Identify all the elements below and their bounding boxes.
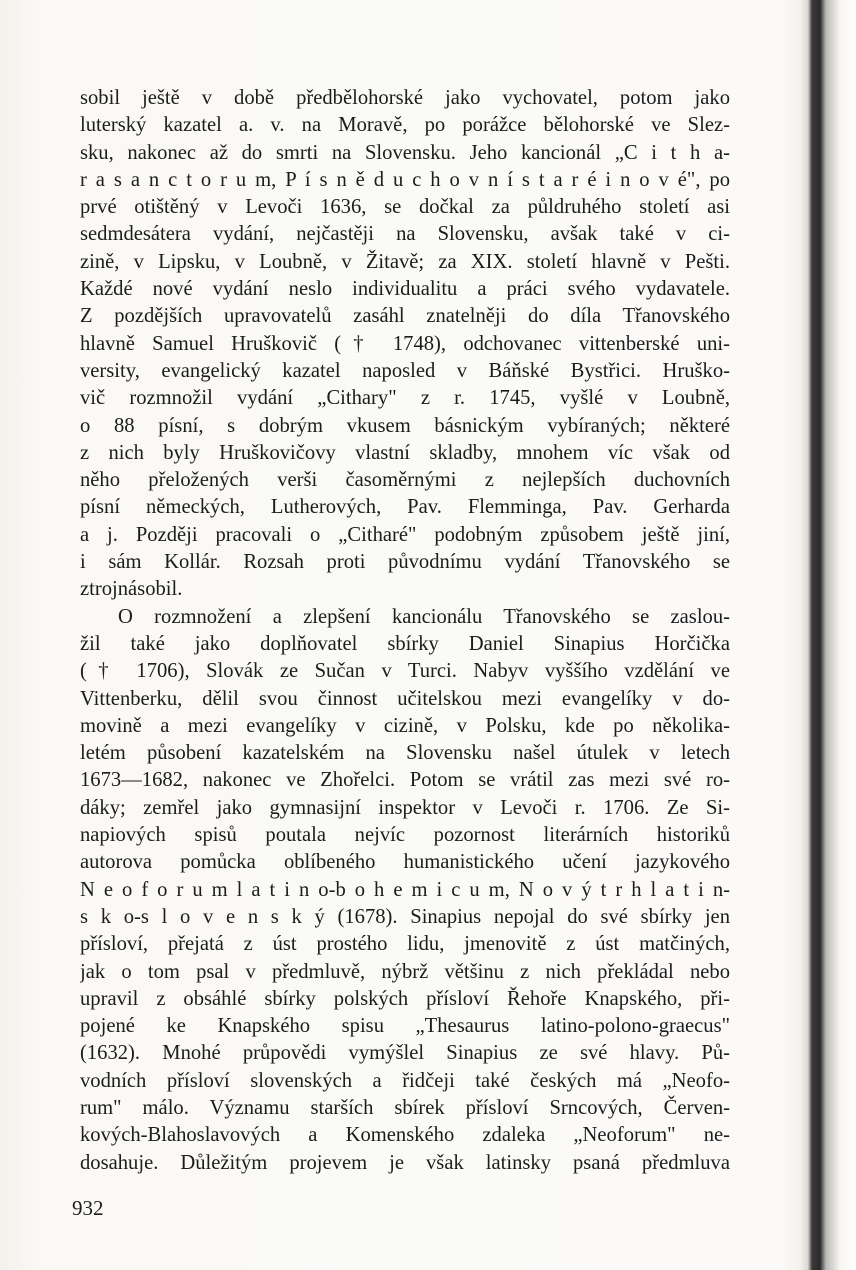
text-line: letém působení kazatelském na Slovensku našel útulek v letech [80, 742, 730, 765]
text-line: O rozmnožení a zlepšení kancionálu Třanovského se zaslou- [118, 605, 730, 628]
text-line: (1632). Mnohé průpovědi vymýšlel Sinapius ze své hlavy. Pů- [80, 1042, 730, 1065]
text-line: autorova pomůcka oblíbeného humanistického učení jazykového [80, 851, 730, 874]
text-line: přísloví, přejatá z úst prostého lidu, jmenovitě z úst matčiných, [80, 933, 730, 956]
text-line: hlavně Samuel Hruškovič († 1748), odchovanec vittenberské uni- [80, 332, 730, 355]
text-line: ztrojnásobil. [80, 578, 183, 601]
text-line: versity, evangelický kazatel naposled v Báňské Bystřici. Hruško- [80, 359, 730, 382]
text-line: vič rozmnožil vydání „Cithary" z r. 1745, vyšlé v Loubně, [80, 387, 730, 410]
text-line: rum" málo. Významu starších sbírek přísloví Srncových, Červen- [80, 1096, 730, 1119]
text-line: upravil z obsáhlé sbírky polských přísloví Řehoře Knapského, při- [80, 987, 730, 1010]
page-number: 932 [72, 1196, 104, 1220]
text-line: sedmdesátera vydání, nejčastěji na Slovensku, avšak také v ci- [80, 223, 730, 246]
text-line: sobil ještě v době předbělohorské jako vychovatel, potom jako [80, 87, 730, 109]
text-line: i sám Kollár. Rozsah proti původnímu vydání Třanovského se [80, 551, 730, 574]
text-line: něho přeložených verši časoměrnými z nejlepších duchovních [80, 469, 730, 492]
text-line: vodních přísloví slovenských a řidčeji také českých má „Neofo- [80, 1069, 730, 1092]
text-line: luterský kazatel a. v. na Moravě, po porážce bělohorské ve Slez- [80, 114, 730, 137]
text-line: Každé nové vydání neslo individualitu a práci svého vydavatele. [80, 278, 730, 301]
text-line: dáky; zemřel jako gymnasijní inspektor v Levoči r. 1706. Ze Si- [80, 796, 730, 819]
text-line: movině a mezi evangelíky v cizině, v Polsku, kde po několika- [80, 714, 730, 737]
text-line: dosahuje. Důležitým projevem je však latinsky psaná předmluva [80, 1151, 730, 1174]
text-line: N e o f o r u m l a t i n o-b o h e m i c u m, N o v ý t r h l a t i n- [80, 878, 730, 901]
text-line: († 1706), Slovák ze Sučan v Turci. Nabyv vyššího vzdělání ve [80, 660, 730, 683]
text-line: Vittenberku, dělil svou činnost učitelskou mezi evangelíky v do- [80, 687, 730, 710]
text-line: a j. Později pracovali o „Citharé" podobným způsobem ještě jiní, [80, 523, 730, 546]
body-text [80, 85, 730, 1177]
text-line: o 88 písní, s dobrým vkusem básnickým vybíraných; některé [80, 414, 730, 437]
text-line: Z pozdějších upravovatelů zasáhl znatelněji do díla Třanovského [80, 305, 730, 328]
text-line: s k o-s l o v e n s k ý (1678). Sinapius nepojal do své sbírky jen [80, 905, 730, 928]
text-line: zině, v Lipsku, v Loubně, v Žitavě; za XIX. století hlavně v Pešti. [80, 250, 730, 273]
text-line: prvé otištěný v Levoči 1636, se dočkal za půldruhého století asi [80, 196, 730, 219]
text-line: sku, nakonec až do smrti na Slovensku. Jeho kancionál „C i t h a- [80, 141, 730, 164]
text-line: kových-Blahoslavových a Komenského zdaleka „Neoforum" ne- [80, 1124, 730, 1147]
text-line: písní německých, Lutherových, Pav. Flemminga, Pav. Gerharda [80, 496, 730, 519]
text-line: jak o tom psal v předmluvě, nýbrž většinu z nich překládal nebo [80, 960, 730, 983]
text-line: z nich byly Hruškovičovy vlastní skladby, mnohem víc však od [80, 441, 730, 464]
text-line: žil také jako doplňovatel sbírky Daniel Sinapius Horčička [80, 632, 730, 655]
text-line: 1673—1682, nakonec ve Zhořelci. Potom se vrátil zas mezi své ro- [80, 769, 730, 792]
text-line: r a s a n c t o r u m, P í s n ě d u c h o v n í s t a r é i n o v é", po [80, 168, 730, 191]
text-line: pojené ke Knapského spisu „Thesaurus latino-polono-graecus" [80, 1015, 730, 1038]
text-line: napiových spisů poutala nejvíc pozornost literárních historiků [80, 824, 730, 847]
